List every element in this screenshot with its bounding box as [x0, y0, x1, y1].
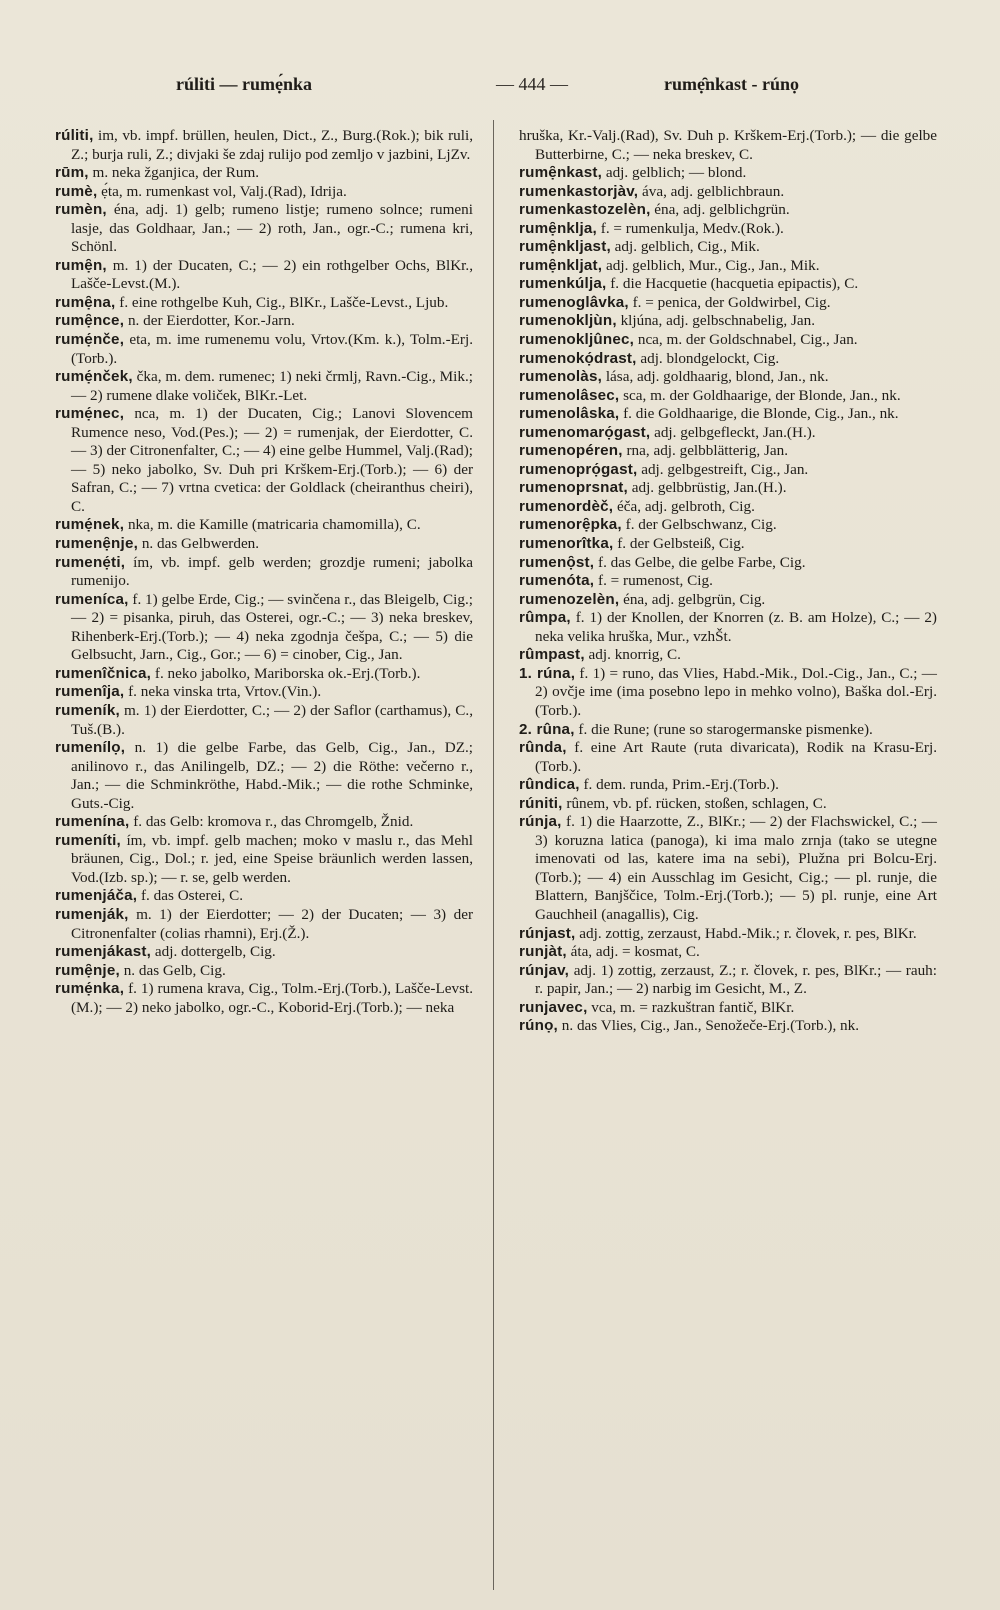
column-divider	[493, 120, 494, 1590]
entry-headword: rumenokljûnec,	[519, 331, 635, 349]
entry-definition: n. der Eierdotter, Kor.-Jarn.	[124, 312, 295, 330]
entry-headword: rúnjav,	[519, 961, 570, 979]
entry-definition: f. die Rune; (rune so starogermanske pismenke).	[574, 720, 873, 738]
entry-definition: adj. gelblich, Mur., Cig., Jan., Mik.	[602, 256, 820, 274]
dictionary-entry	[519, 461, 937, 480]
entry-headword: rumenọ̑st,	[519, 553, 595, 571]
dictionary-entry	[519, 220, 937, 239]
entry-headword: rumeníti,	[55, 831, 121, 849]
entry-definition: nka, m. die Kamille (matricaria chamomilla), C.	[124, 516, 421, 534]
dictionary-entry	[55, 257, 473, 294]
entry-definition: adj. dottergelb, Cig.	[151, 943, 276, 961]
entry-headword: 2. rûna,	[519, 720, 575, 738]
entry-headword: rumenîja,	[55, 683, 125, 701]
entry-headword: rumẹ̑nce,	[55, 312, 125, 330]
dictionary-entry	[519, 498, 937, 517]
entry-headword: rumeníca,	[55, 590, 129, 608]
page-header	[52, 74, 960, 102]
dictionary-entry	[519, 943, 937, 962]
entry-definition: hruška, Kr.-Valj.(Rad), Sv. Duh p. Krškem-Erj.(Torb.); — die gelbe Butterbirne, C.; — neka breskev, C.	[519, 127, 937, 163]
dictionary-entry	[55, 294, 473, 313]
dictionary-entry	[55, 164, 473, 183]
entry-headword: rumẹ́nček,	[55, 368, 133, 386]
entry-headword: rumẹ́nec,	[55, 405, 125, 423]
entry-definition: n. das Gelb, Cig.	[119, 961, 226, 979]
entry-headword: rumenolâska,	[519, 405, 620, 423]
dictionary-entry	[519, 795, 937, 814]
entry-definition: f. das Osterei, C.	[137, 887, 244, 905]
entry-definition: vca, m. = razkuštran fantič, BlKr.	[587, 998, 795, 1016]
entry-definition: f. der Gelbsteiß, Cig.	[613, 535, 745, 553]
entry-headword: rumẹ̑n,	[55, 256, 107, 274]
entry-headword: rumẹ́nče,	[55, 331, 125, 349]
dictionary-entry	[55, 127, 473, 164]
entry-definition: n. das Vlies, Cig., Jan., Senožeče-Erj.(Torb.), nk.	[557, 1017, 860, 1035]
entry-headword: rumè,	[55, 182, 98, 200]
dictionary-entry	[519, 257, 937, 276]
dictionary-entry	[55, 813, 473, 832]
entry-headword: rûndica,	[519, 776, 580, 794]
entry-headword: rumẹ́nka,	[55, 980, 125, 998]
entry-definition: f. der Gelbschwanz, Cig.	[621, 516, 777, 534]
entry-headword: rúnja,	[519, 813, 562, 831]
entry-definition: áta, adj. = kosmat, C.	[566, 943, 700, 961]
dictionary-entry	[519, 516, 937, 535]
dictionary-entry	[519, 999, 937, 1018]
entry-definition: f. = rumenost, Cig.	[594, 572, 713, 590]
dictionary-entry	[519, 312, 937, 331]
entry-definition: čka, m. dem. rumenec; 1) neki črmlj, Ravn.-Cig., Mik.; — 2) rumene dlake voliček, BlKr.-Let.	[71, 368, 473, 404]
entry-headword: rûmpa,	[519, 609, 571, 627]
entry-definition: adj. gelblich; — blond.	[602, 164, 747, 182]
entry-definition: f. 1) der Knollen, der Knorren (z. B. am Holze), C.; — 2) neka velika hruška, Mur., vzhŠt.	[535, 609, 937, 645]
entry-headword: rumenoglâvka,	[519, 293, 629, 311]
entry-definition: f. 1) die Haarzotte, Z., BlKr.; — 2) der Flachswickel, C.; — 3) koruzna latica (panoga), ki ima malo zrnja (tako se utegne imenovati od las, katere ima na sebi), Plužna pri Bolcu-Erj.(Torb.); — 4) ein Ausschlag im Gesicht, Cig.; — pl. runje, die Blattern, Banjščice, Tolm.-Erj.(Torb.); — 5) pl. runje, eine Art Gauchheil (anagallis), Cig.	[535, 813, 937, 923]
entry-headword: rumenína,	[55, 813, 130, 831]
dictionary-entry	[519, 665, 937, 721]
entry-headword: runjavec,	[519, 998, 588, 1016]
entry-headword: rumeník,	[55, 701, 120, 719]
entry-definition: m. 1) der Eierdotter; — 2) der Ducaten; — 3) der Citronenfalter (colias rhamni), Erj.(Ž.).	[71, 905, 473, 942]
entry-definition: adj. gelblich, Cig., Mik.	[610, 238, 760, 256]
entry-headword: rumèn,	[55, 201, 107, 219]
entry-definition: kljúna, adj. gelbschnabelig, Jan.	[616, 312, 815, 330]
entry-headword: rumenjákast,	[55, 943, 152, 961]
entry-definition: f. das Gelbe, die gelbe Farbe, Cig.	[594, 553, 806, 571]
dictionary-entry	[519, 405, 937, 424]
entry-definition: f. die Goldhaarige, die Blonde, Cig., Jan., nk.	[619, 405, 899, 423]
dictionary-entry	[55, 887, 473, 906]
dictionary-entry	[519, 424, 937, 443]
dictionary-entry	[55, 906, 473, 943]
entry-headword: rumenẹ̑nje,	[55, 535, 139, 553]
entry-definition: im, vb. impf. brüllen, heulen, Dict., Z., Burg.(Rok.); bik ruli, Z.; burja ruli, Z.; divjaki še zdaj rulijo pod zemljo v jazbini, LjZv.	[71, 127, 473, 163]
entry-definition: nca, m. 1) der Ducaten, Cig.; Lanovi Slovencem Rumence neso, Vod.(Pes.); — 2) = rumenjak, der Eierdotter, C. — 3) der Citronenfalter, C.; — 4) eine gelbe Hummel, Valj.(Rad); — 5) neko jabolko, Sv. Duh pri Krškem-Erj.(Torb.); — 6) der Safran, C.; — 7) vrtna cvetica: der Goldlack (cheiranthus cheiri), C.	[71, 405, 473, 515]
entry-definition: f. = rumenkulja, Medv.(Rok.).	[596, 219, 784, 237]
header-right-guide-words: rumẹ̑nkast - rúnọ	[664, 74, 800, 94]
entry-definition: eta, m. ime rumenemu volu, Vrtov.(Km. k.), Tolm.-Erj.(Torb.).	[71, 331, 473, 367]
entry-headword: rumenopéren,	[519, 442, 623, 460]
entry-headword: 1. rúna,	[519, 664, 576, 682]
entry-definition: adj. zottig, zerzaust, Habd.-Mik.; r. človek, r. pes, BlKr.	[575, 924, 917, 942]
entry-headword: rumenokọ́drast,	[519, 349, 637, 367]
entry-definition: lása, adj. goldhaarig, blond, Jan., nk.	[602, 368, 829, 386]
entry-headword: rumenják,	[55, 905, 129, 923]
dictionary-entry	[519, 183, 937, 202]
entry-definition: rna, adj. gelbblätterig, Jan.	[622, 442, 788, 460]
entry-headword: rumenokljùn,	[519, 312, 617, 330]
dictionary-entry	[519, 813, 937, 924]
entry-headword: rúnọ,	[519, 1017, 558, 1035]
dictionary-entry	[55, 665, 473, 684]
dictionary-entry	[519, 554, 937, 573]
dictionary-entry	[55, 405, 473, 516]
dictionary-entry	[519, 591, 937, 610]
dictionary-entry	[55, 331, 473, 368]
dictionary-entry	[55, 980, 473, 1017]
entry-headword: rumenkastozelèn,	[519, 201, 651, 219]
dictionary-entry	[519, 609, 937, 646]
entry-headword: rūm,	[55, 164, 89, 182]
dictionary-entry	[55, 554, 473, 591]
dictionary-entry	[55, 683, 473, 702]
entry-headword: rumenozelèn,	[519, 590, 620, 608]
entry-definition: adj. 1) zottig, zerzaust, Z.; r. človek, r. pes, BlKr.; — rauh: r. papir, Jan.; — 2) narbig im Gesicht, M., Z.	[535, 961, 937, 998]
entry-headword: rumenoprsnat,	[519, 479, 628, 497]
entry-definition: f. eine Art Raute (ruta divaricata), Rodik na Krasu-Erj.(Torb.).	[535, 739, 937, 775]
entry-definition: éna, adj. gelbgrün, Cig.	[619, 590, 766, 608]
page-number: — 444 —	[496, 74, 568, 94]
entry-definition: m. neka žganjica, der Rum.	[88, 164, 260, 182]
dictionary-entry	[519, 275, 937, 294]
dictionary-entry	[55, 201, 473, 257]
dictionary-entry	[55, 368, 473, 405]
entry-definition: f. neka vinska trta, Vrtov.(Vin.).	[124, 683, 322, 701]
entry-headword: rúliti,	[55, 127, 94, 144]
dictionary-entry	[519, 387, 937, 406]
entry-headword: rumenîčnica,	[55, 664, 152, 682]
dictionary-entry	[519, 739, 937, 776]
entry-headword: rumenjáča,	[55, 887, 138, 905]
entry-definition: éna, adj. gelblichgrün.	[650, 201, 790, 219]
dictionary-entry	[519, 776, 937, 795]
dictionary-entry	[519, 442, 937, 461]
dictionary-entry	[55, 962, 473, 981]
entry-headword: runjàt,	[519, 943, 567, 961]
entry-headword: rumẹ́nek,	[55, 516, 125, 534]
entry-definition: ím, vb. impf. gelb machen; moko v maslu r., das Mehl bräunen, Cig., Dol.; r. jed, eine Speise bräunlich werden lassen, Vod.(Izb. sp.); — r. se, gelb werden.	[71, 831, 473, 886]
entry-definition: f. neko jabolko, Mariborska ok.-Erj.(Torb.).	[151, 664, 421, 682]
entry-definition: sca, m. der Goldhaarige, der Blonde, Jan., nk.	[619, 386, 901, 404]
entry-headword: rumẹ̑nkljast,	[519, 238, 611, 256]
entry-definition: éna, adj. 1) gelb; rumeno listje; rumeno solnce; rumeni lasje, das Goldhaar, Jan.; — 2) roth, Jan., ogr.-C.; rumena kri, Schönl.	[71, 201, 473, 256]
dictionary-entry	[55, 516, 473, 535]
left-column	[55, 127, 473, 1017]
entry-definition: m. 1) der Ducaten, C.; — 2) ein rothgelber Ochs, BlKr., Lašče-Levst.(M.).	[71, 256, 473, 293]
entry-definition: adj. gelbgestreift, Cig., Jan.	[637, 460, 809, 478]
dictionary-entry	[55, 535, 473, 554]
dictionary-entry	[519, 350, 937, 369]
entry-headword: rumenorẹ̑pka,	[519, 516, 622, 534]
dictionary-entry	[519, 368, 937, 387]
entry-definition: adj. blondgelockt, Cig.	[636, 349, 780, 367]
entry-headword: rumẹ̑nkast,	[519, 164, 603, 182]
entry-definition: f. dem. runda, Prim.-Erj.(Torb.).	[579, 776, 779, 794]
entry-definition: ẹ́ta, m. rumenkast vol, Valj.(Rad), Idrija.	[97, 182, 347, 200]
dictionary-entry	[519, 721, 937, 740]
entry-headword: rumenordèč,	[519, 497, 614, 515]
entry-headword: rumenílọ,	[55, 739, 126, 757]
dictionary-entry	[519, 535, 937, 554]
dictionary-entry	[519, 646, 937, 665]
entry-definition: adj. gelbgefleckt, Jan.(H.).	[650, 423, 816, 441]
dictionary-entry	[519, 294, 937, 313]
entry-definition: n. 1) die gelbe Farbe, das Gelb, Cig., Jan., DZ.; anilinovo r., das Anilingelb, DZ.; — 2) die Röthe: večerno r., Jan.; — die Schminkröthe, Habd.-Mik.; — die rothe Schminke, Guts.-Cig.	[71, 739, 473, 812]
entry-definition: f. die Hacquetie (hacquetia epipactis), C.	[606, 275, 859, 293]
dictionary-entry	[519, 164, 937, 183]
entry-definition: adj. gelbbrüstig, Jan.(H.).	[627, 479, 787, 497]
dictionary-entry	[519, 962, 937, 999]
entry-headword: rumẹ̑na,	[55, 293, 116, 311]
entry-definition: n. das Gelbwerden.	[138, 535, 260, 553]
entry-definition: f. 1) gelbe Erde, Cig.; — svinčena r., das Bleigelb, Cig.; — 2) = pisanka, piruh, das Osterei, ogr.-C.; — 3) neka breskev, Rihenberk-Erj.(Torb.); — 4) neka zgodnja češpa, C.; — 5) die Gelbsucht, Jarn., Cig., Gor.; — 6) = cinober, Cig., Jan.	[71, 590, 473, 664]
dictionary-entry	[519, 238, 937, 257]
entry-headword: rumenẹ́ti,	[55, 553, 126, 571]
entry-definition: nca, m. der Goldschnabel, Cig., Jan.	[634, 331, 858, 349]
entry-headword: rumenkastorjàv,	[519, 182, 639, 200]
entry-headword: rumenorîtka,	[519, 535, 614, 553]
entry-headword: rumenkúlja,	[519, 275, 607, 293]
dictionary-entry	[55, 739, 473, 813]
entry-headword: rumẹ̑nklja,	[519, 219, 597, 237]
entry-definition: m. 1) der Eierdotter, C.; — 2) der Saflor (carthamus), C., Tuš.(B.).	[71, 701, 473, 738]
entry-definition: f. eine rothgelbe Kuh, Cig., BlKr., Lašče-Levst., Ljub.	[115, 293, 449, 311]
header-left-guide-words: rúliti — rumẹ́nka	[176, 74, 313, 94]
entry-headword: rumenolâsec,	[519, 386, 620, 404]
entry-definition: rûnem, vb. pf. rücken, stoßen, schlagen, C.	[562, 794, 827, 812]
dictionary-entry	[55, 832, 473, 888]
entry-headword: rûnda,	[519, 739, 567, 757]
entry-definition: áva, adj. gelblichbraun.	[638, 182, 785, 200]
dictionary-entry	[519, 925, 937, 944]
dictionary-entry	[55, 183, 473, 202]
entry-definition: ím, vb. impf. gelb werden; grozdje rumeni; jabolka rumenijo.	[71, 553, 473, 590]
entry-definition: f. 1) = runo, das Vlies, Habd.-Mik., Dol.-Cig., Jan., C.; — 2) ovčje ime (ima posebno lepo in mehko volno), Baška dol.-Erj.(Torb.).	[535, 664, 937, 719]
entry-headword: rumenóta,	[519, 572, 595, 590]
entry-definition: adj. knorrig, C.	[584, 646, 681, 664]
entry-headword: rumẹ̑nje,	[55, 961, 120, 979]
entry-headword: rumẹ̑nkljat,	[519, 256, 603, 274]
entry-definition: f. 1) rumena krava, Cig., Tolm.-Erj.(Torb.), Lašče-Levst.(M.); — 2) neko jabolko, ogr.-C., Koborid-Erj.(Torb.); — neka	[71, 980, 473, 1016]
dictionary-entry	[55, 312, 473, 331]
right-column	[519, 127, 937, 1036]
dictionary-entry	[519, 127, 937, 164]
dictionary-entry	[55, 702, 473, 739]
dictionary-entry	[519, 201, 937, 220]
dictionary-entry	[519, 331, 937, 350]
entry-definition: f. = penica, der Goldwirbel, Cig.	[628, 293, 831, 311]
entry-headword: rumenoprọ́gast,	[519, 460, 638, 478]
entry-definition: éča, adj. gelbroth, Cig.	[613, 497, 755, 515]
dictionary-entry	[519, 1017, 937, 1036]
entry-headword: rumenomarọ́gast,	[519, 423, 651, 441]
dictionary-entry	[519, 479, 937, 498]
dictionary-entry	[55, 943, 473, 962]
dictionary-entry	[519, 572, 937, 591]
entry-headword: rûmpast,	[519, 646, 585, 664]
entry-headword: rumenolàs,	[519, 368, 603, 386]
entry-headword: rúnjast,	[519, 924, 576, 942]
entry-definition: f. das Gelb: kromova r., das Chromgelb, Žnid.	[129, 813, 414, 831]
dictionary-entry	[55, 591, 473, 665]
entry-headword: rúniti,	[519, 794, 563, 812]
